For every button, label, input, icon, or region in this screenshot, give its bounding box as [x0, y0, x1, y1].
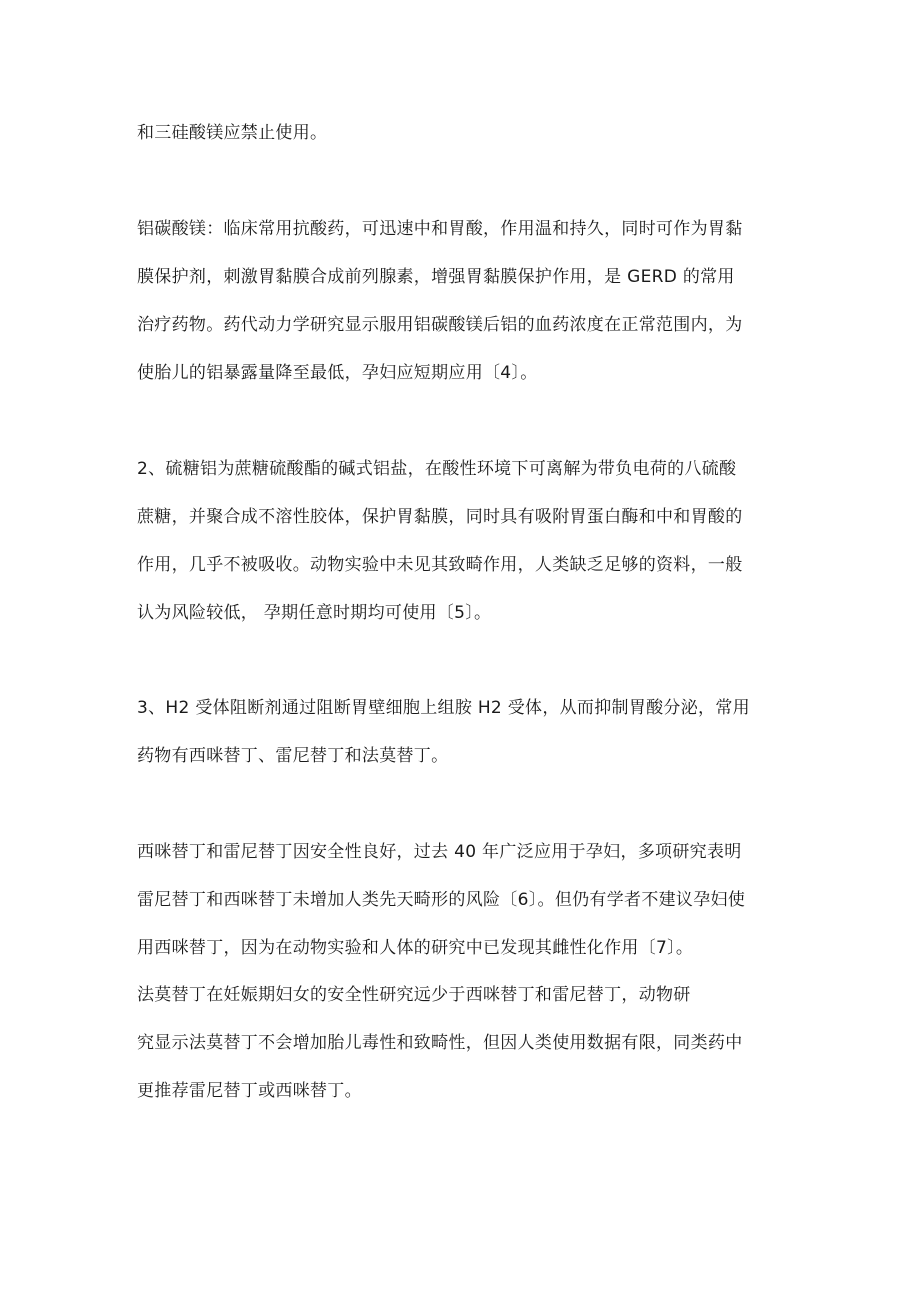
text-line: 治疗药物。药代动力学研究显示服用铝碳酸镁后铝的血药浓度在正常范围内，为	[137, 315, 743, 335]
text-line: 认为风险较低， 孕期任意时期均可使用〔5〕。	[137, 603, 492, 623]
text-line: 3、H2 受体阻断剂通过阻断胃壁细胞上组胺 H2 受体，从而抑制胃酸分泌，常用	[137, 698, 750, 718]
text-line: 药物有西咪替丁、雷尼替丁和法莫替丁。	[137, 746, 449, 766]
text-line: 和三硅酸镁应禁止使用。	[137, 123, 328, 143]
text-line: 雷尼替丁和西咪替丁未增加人类先天畸形的风险〔6〕。但仍有学者不建议孕妇使	[137, 890, 746, 910]
text-line: 蔗糖，并聚合成不溶性胶体，保护胃黏膜，同时具有吸附胃蛋白酶和中和胃酸的	[137, 507, 743, 527]
text-line: 西咪替丁和雷尼替丁因安全性良好，过去 40 年广泛应用于孕妇，多项研究表明	[137, 842, 742, 862]
text-line: 究显示法莫替丁不会增加胎儿毒性和致畸性，但因人类使用数据有限，同类药中	[137, 1033, 743, 1053]
text-line: 2、硫糖铝为蔗糖硫酸酯的碱式铝盐，在酸性环境下可离解为带负电荷的八硫酸	[137, 459, 737, 479]
text-line: 铝碳酸镁：临床常用抗酸药，可迅速中和胃酸，作用温和持久，同时可作为胃黏	[137, 219, 743, 239]
text-line: 法莫替丁在妊娠期妇女的安全性研究远少于西咪替丁和雷尼替丁，动物研	[137, 985, 691, 1005]
text-line: 更推荐雷尼替丁或西咪替丁。	[137, 1081, 362, 1101]
text-line: 使胎儿的铝暴露量降至最低，孕妇应短期应用〔4〕。	[137, 363, 538, 383]
text-line: 膜保护剂，刺激胃黏膜合成前列腺素，增强胃黏膜保护作用，是 GERD 的常用	[137, 267, 735, 287]
text-line: 作用，几乎不被吸收。动物实验中未见其致畸作用，人类缺乏足够的资料，一般	[137, 555, 743, 575]
text-line: 用西咪替丁，因为在动物实验和人体的研究中已发现其雌性化作用〔7〕。	[137, 938, 694, 958]
